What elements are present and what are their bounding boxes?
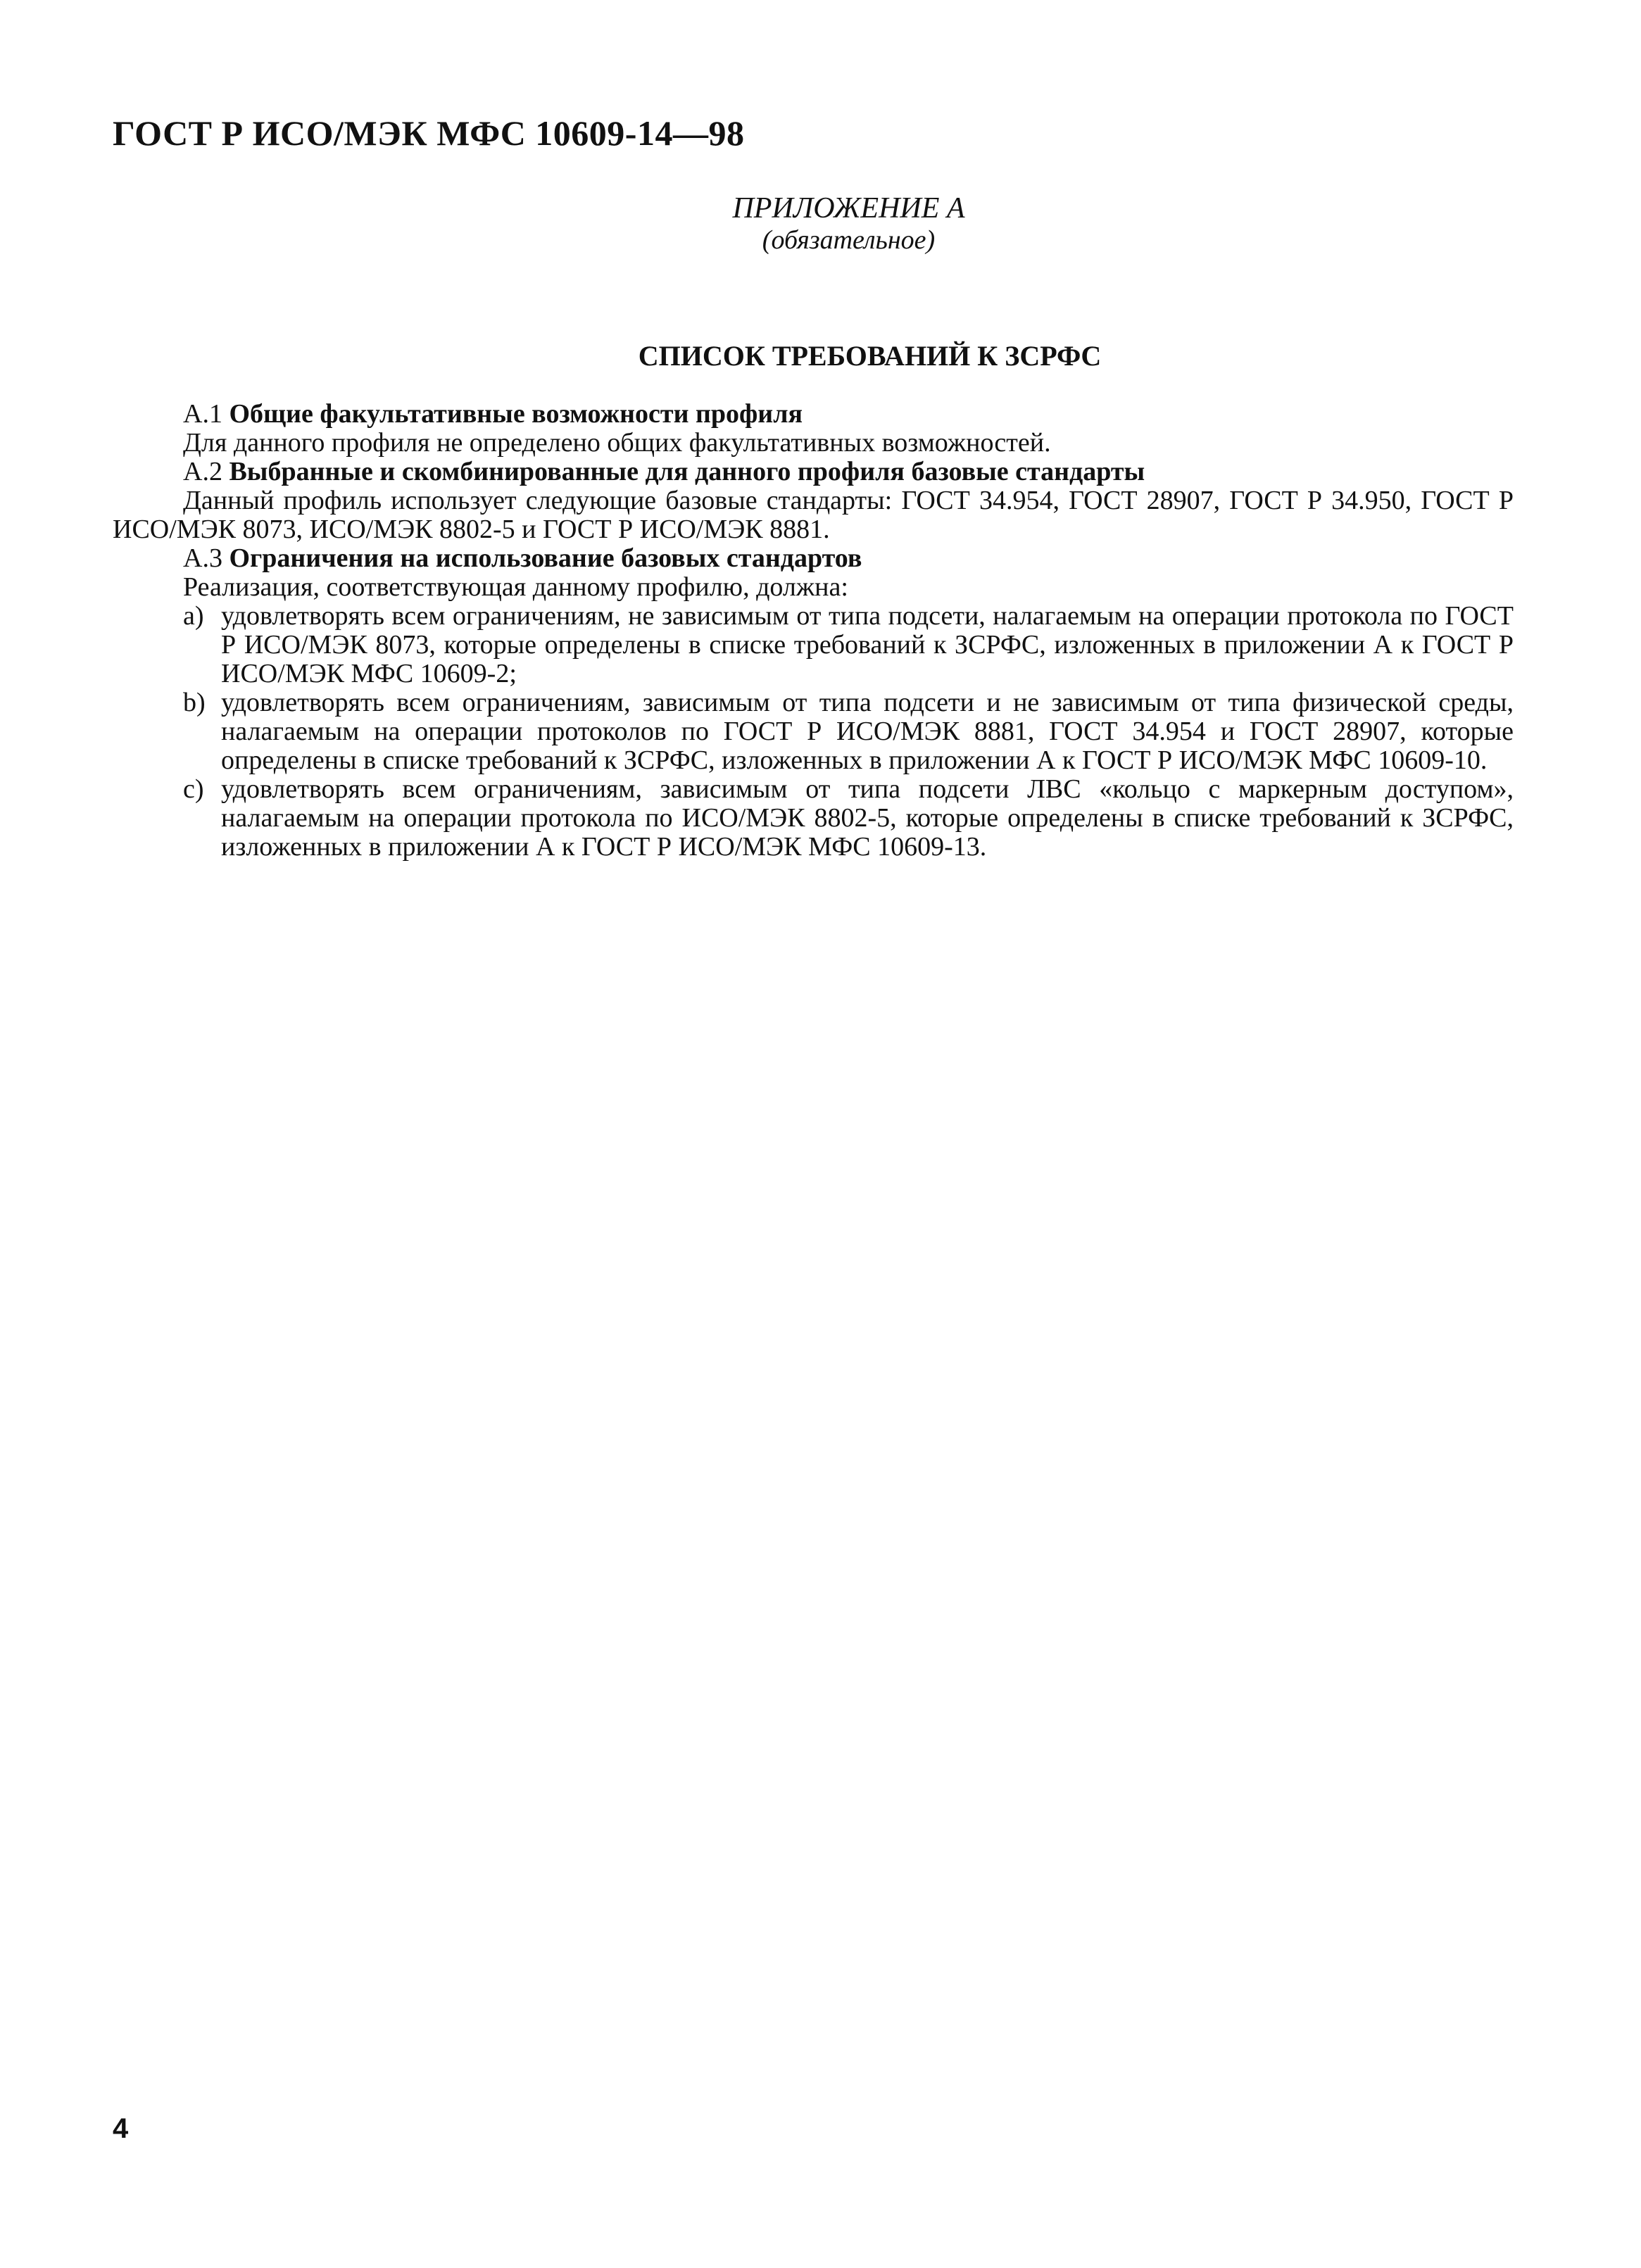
a2-heading [113,458,1514,486]
a2-number: А.2 [183,457,222,486]
list-item [113,602,1514,688]
a3-intro: Реализация, соответствующая данному профилю, должна: [183,572,848,602]
annex-heading [0,191,1641,256]
document-header-id: ГОСТ Р ИСО/МЭК МФС 10609-14—98 [113,113,745,153]
a3-heading [113,544,1514,573]
a2-heading-text: Выбранные и скомбинированные для данного профиля базовые стандарты [229,457,1145,486]
document-body [113,400,1514,862]
a3-number: А.3 [183,543,222,573]
a1-text: Для данного профиля не определено общих факультативных возможностей. [183,428,1051,458]
list-item-text: удовлетворять всем ограничениям, зависимым от типа подсети ЛВС «кольцо с маркерным доступом», налагаемым на операции протокола по ИСО/МЭК 8802-5, которые определены в списке требований к ЗСРФС, изложенных в приложении А к ГОСТ Р ИСО/МЭК МФС 10609-13. [221,774,1514,862]
list-item [113,688,1514,775]
a3-heading-text: Ограничения на использование базовых стандартов [229,543,862,573]
list-item-marker: c) [183,774,204,804]
annex-title: ПРИЛОЖЕНИЕ А [732,192,965,225]
a1-number: А.1 [183,399,222,429]
annex-note: (обязательное) [762,225,936,256]
a2-text: Данный профиль использует следующие базовые стандарты: ГОСТ 34.954, ГОСТ 28907, ГОСТ Р 34.950, ГОСТ Р ИСО/МЭК 8073, ИСО/МЭК 8802-5 и ГОСТ Р ИСО/МЭК 8881. [113,486,1514,544]
list-item [113,775,1514,862]
a1-heading [113,400,1514,429]
list-item-text: удовлетворять всем ограничениям, не зависимым от типа подсети, налагаемым на операции протокола по ГОСТ Р ИСО/МЭК 8073, которые определены в списке требований к ЗСРФС, изложенных в приложении А к ГОСТ Р ИСО/МЭК МФС 10609-2; [221,601,1514,688]
page-number: 4 [113,2113,129,2144]
a1-heading-text: Общие факультативные возможности профиля [229,399,803,429]
list-item-marker: a) [183,601,204,631]
section-title: СПИСОК ТРЕБОВАНИЙ К ЗСРФС [638,340,1102,372]
list-item-marker: b) [183,688,206,717]
list-item-text: удовлетворять всем ограничениям, зависимым от типа подсети и не зависимым от типа физической среды, налагаемым на операции протоколов по ГОСТ Р ИСО/МЭК 8881, ГОСТ 34.954 и ГОСТ 28907, которые определены в списке требований к ЗСРФС, изложенных в приложении А к ГОСТ Р ИСО/МЭК МФС 10609-10. [221,688,1514,775]
